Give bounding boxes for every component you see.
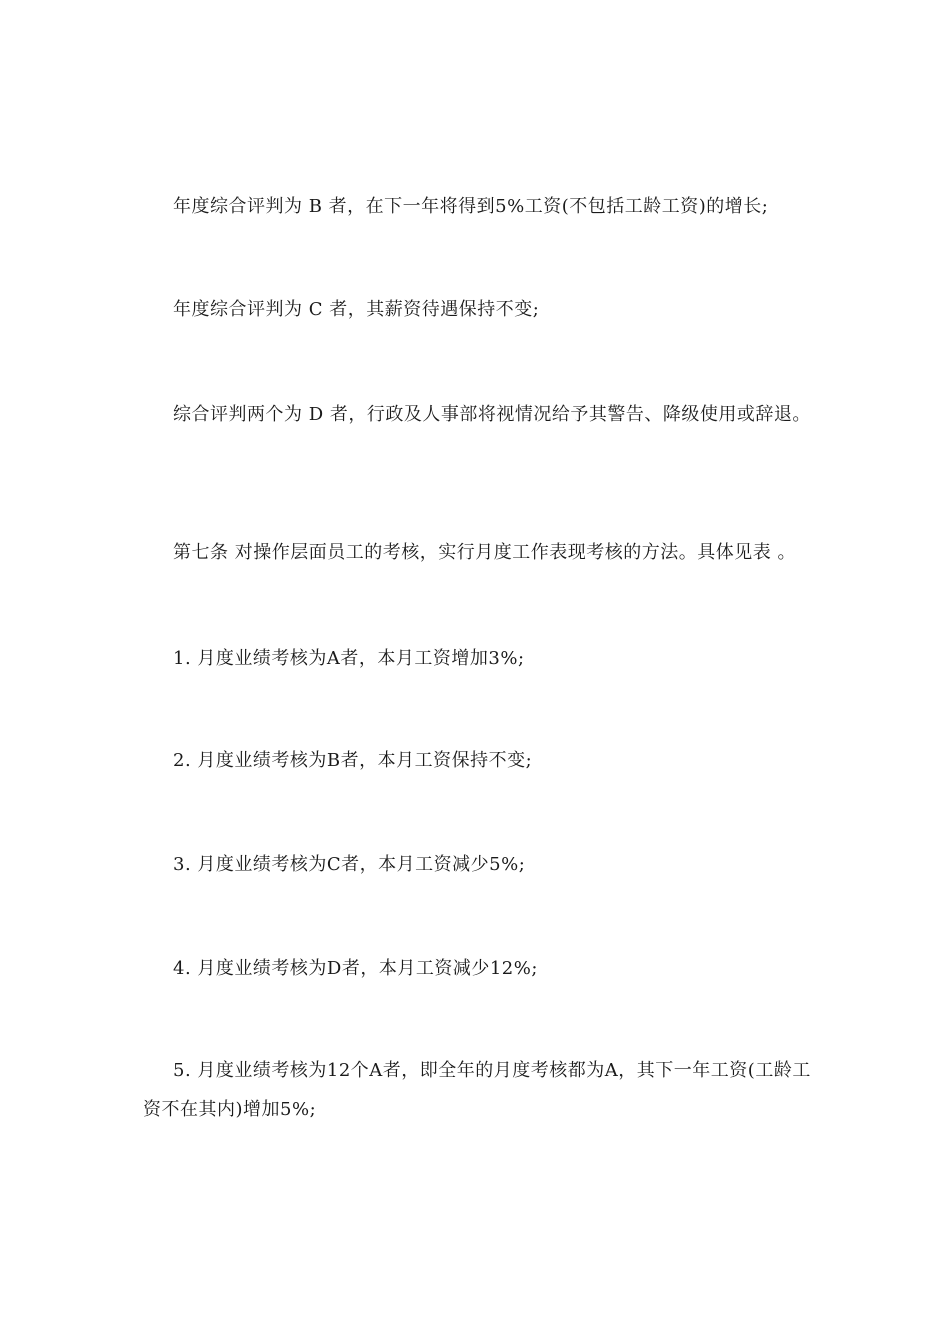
list-item-monthly-b: 2. 月度业绩考核为B者，本月工资保持不变; [173, 750, 533, 771]
list-item-monthly-c: 3. 月度业绩考核为C者，本月工资减少5%; [173, 854, 526, 875]
list-item-twelve-a: 5. 月度业绩考核为12个A者，即全年的月度考核都为A，其下一年工资(工龄工资不在其内)增加5%; [143, 1060, 811, 1120]
paragraph-article-seven: 第七条 对操作层面员工的考核，实行月度工作表现考核的方法。具体见表 。 [173, 542, 796, 563]
paragraph-annual-grade-b: 年度综合评判为 B 者，在下一年将得到5%工资(不包括工龄工资)的增长; [173, 196, 769, 217]
paragraph-annual-grade-d: 综合评判两个为 D 者，行政及人事部将视情况给予其警告、降级使用或辞退。 [173, 404, 811, 425]
list-item-monthly-d: 4. 月度业绩考核为D者，本月工资减少12%; [173, 958, 538, 979]
list-item-monthly-a: 1. 月度业绩考核为A者，本月工资增加3%; [173, 648, 525, 669]
paragraph-annual-grade-c: 年度综合评判为 C 者，其薪资待遇保持不变; [173, 299, 540, 320]
